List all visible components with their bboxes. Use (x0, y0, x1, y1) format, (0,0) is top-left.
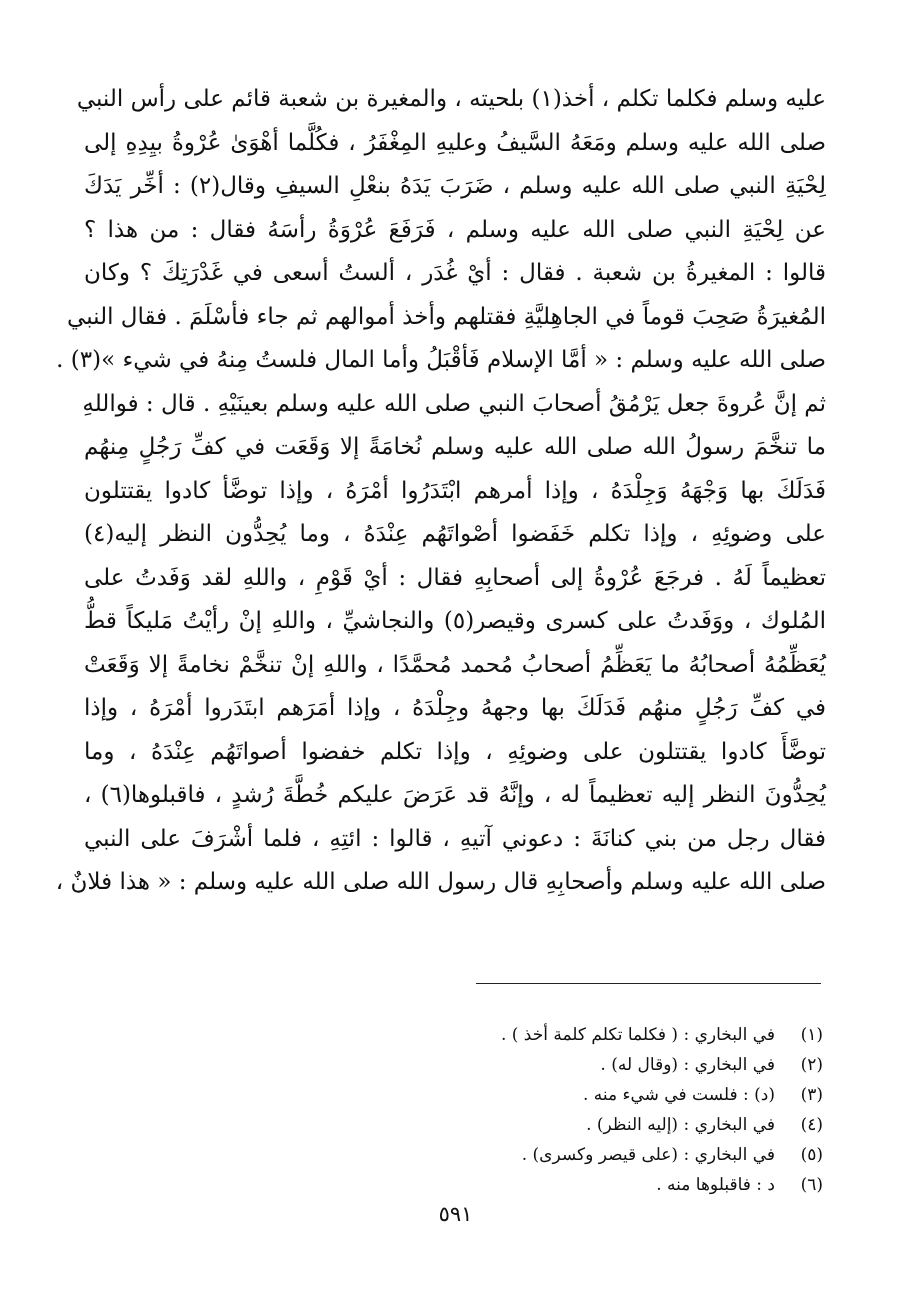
text-line: ثم إنَّ عُروةَ جعل يَرْمُقُ أصحابَ النبي صلى الله عليه وسلم بعينَيْهِ . قال : فواللهِ (82, 390, 826, 417)
footnote (223, 1080, 823, 1110)
main-text (55, 78, 827, 905)
footnote-number: (٣) (800, 1085, 823, 1105)
footnote-text: في البخاري : (إليه النظر) . (586, 1115, 775, 1135)
text-line: توضَّأَ كادوا يقتتلون على وضوئِهِ ، وإذا تكلم خفضوا أصواتَهُم عِنْدَهُ ، وما (84, 738, 826, 765)
footnote (223, 1020, 823, 1050)
footnote-number: (١) (800, 1025, 823, 1045)
footnote-text: في البخاري : (على قيصر وكسرى) . (521, 1145, 775, 1165)
footnote-number: (٥) (800, 1145, 823, 1165)
footnote-text: د : فاقبلوها منه . (656, 1175, 775, 1195)
text-line: عن لِحْيَةِ النبي صلى الله عليه وسلم ، فَرَفَعَ عُرْوَةُ رأسَهُ فقال : من هذا ؟ (84, 216, 826, 243)
text-line: ما تنخَّمَ رسولُ الله صلى الله عليه وسلم نُخامَةً إلا وَقَعَت في كفِّ رَجُلٍ مِنهُم (84, 434, 826, 460)
text-line: قالوا : المغيرةُ بن شعبة . فقال : أيْ غُدَر ، ألستُ أسعى في غَدْرَتِكَ ؟ وكان (84, 260, 826, 286)
footnote-number: (٢) (800, 1055, 823, 1075)
footnotes (223, 1020, 823, 1200)
footnote-text: (د) : فلست في شيء منه . (582, 1085, 775, 1105)
text-line: صلى الله عليه وسلم وأصحابِهِ قال رسول الله صلى الله عليه وسلم : « هذا فلانٌ ، (55, 869, 826, 895)
text-line: في كفِّ رَجُلٍ منهُم فَدَلَكَ بها وجههُ وجِلْدَهُ ، وإذا أمَرَهم ابتَدَروا أمْرَهُ ، وإذا (84, 695, 826, 721)
footnote-text: في البخاري : (وقال له) . (600, 1055, 775, 1075)
text-line: يُحِدُّونَ النظر إليه تعظيماً له ، وإنَّهُ قد عَرَضَ عليكم خُطَّةَ رُشدٍ ، فاقبلوها(٦) ، (84, 782, 827, 808)
text-line: يُعَظِّمُهُ أصحابُهُ ما يَعَظِّمُ أصحابُ مُحمد مُحمَّدًا ، واللهِ إنْ تنخَّمْ نخامةً إلا وَقَعَتْ (84, 651, 826, 678)
footnote-number: (٤) (800, 1115, 823, 1135)
footnote (223, 1140, 823, 1170)
text-line: المُغيرَةُ صَحِبَ قوماً في الجاهِليَّةِ فقتلهم وأخذ أموالهم ثم جاء فأسْلَمَ . فقال النبي (67, 303, 826, 330)
footnote (223, 1110, 823, 1140)
page-number: ٥٩١ (438, 1202, 473, 1226)
text-line: صلى الله عليه وسلم : « أمَّا الإسلام فَأقْبَلُ وأما المال فلستُ مِنهُ في شيء »(٣) . (56, 347, 826, 373)
text-line: عليه وسلم فكلما تكلم ، أخذ(١) بلحيته ، والمغيرة بن شعبة قائم على رأس النبي (76, 86, 826, 112)
text-line: لِحْيَةِ النبي صلى الله عليه وسلم ، ضَرَبَ يَدَهُ بنعْلِ السيفِ وقال(٢) : أخِّر يَدَكَ (84, 173, 826, 199)
footnote (223, 1050, 823, 1080)
footnote-divider (476, 983, 821, 984)
text-line: فَدَلَكَ بها وَجْهَهُ وَجِلْدَهُ ، وإذا أمرهم ابْتَدَرُوا أمْرَهُ ، وإذا توضَّأ كادوا يقتتلون (84, 477, 826, 504)
footnote-text: في البخاري : ( فكلما تكلم كلمة أخذ ) . (500, 1025, 775, 1045)
text-line: فقال رجل من بني كنانَةَ : دعوني آتيهِ ، قالوا : ائتِهِ ، فلما أشْرَفَ على النبي (84, 825, 826, 852)
text-line: صلى الله عليه وسلم ومَعَهُ السَّيفُ وعليهِ المِغْفَرُ ، فكُلَّما أهْوَىٰ عُرْوةُ بيِدِهِ إلى (84, 129, 826, 156)
footnote-number: (٦) (800, 1175, 823, 1195)
footnote (223, 1170, 823, 1200)
text-line: على وضوئِهِ ، وإذا تكلم خَفَضوا أصْواتَهُم عِنْدَهُ ، وما يُحِدُّون النظر إليه(٤) (84, 521, 826, 547)
text-line: تعظيماً لَهُ . فرجَعَ عُرْوةُ إلى أصحابِهِ فقال : أيْ قَوْمِ ، واللهِ لقد وَفَدتُ على (84, 564, 826, 591)
text-line: المُلوك ، ووَفَدتُ على كسرى وقيصر(٥) والنجاشيِّ ، واللهِ إنْ رأيْتُ مَليكاً قطُّ (84, 608, 826, 634)
